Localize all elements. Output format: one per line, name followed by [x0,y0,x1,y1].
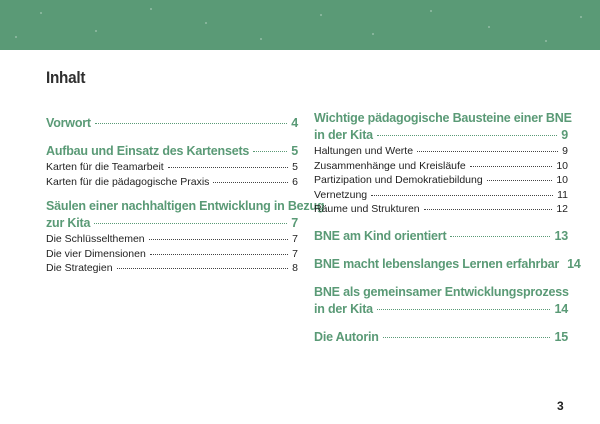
toc-entry-title: Aufbau und Einsatz des Kartensets [46,144,250,158]
toc-subentry-title: Haltungen und Werte [314,145,414,157]
dot-leader [150,253,288,255]
toc-entry-bne-kind[interactable] [314,229,568,246]
header-band [0,0,600,50]
toc-subentry-zusammenhaenge[interactable] [314,160,568,175]
toc-entry-autorin[interactable] [314,330,568,347]
toc-subentry-title: Partizipation und Demokratiebildung [314,174,483,186]
dot-leader [213,181,288,183]
toc-entry-bne-prozess[interactable] [314,285,568,319]
dot-leader [377,308,551,310]
toc-page-number: 12 [556,203,568,215]
dot-leader [450,235,550,237]
toc-entry-bausteine[interactable] [314,111,572,145]
dot-leader [383,336,551,338]
toc-subentry-dimensionen[interactable] [46,248,298,263]
toc-subentry-schluesselthemen[interactable] [46,233,298,248]
toc-page-number: 4 [291,116,298,130]
dot-leader [424,208,553,210]
toc-subentry-title: Die Strategien [46,262,113,274]
dot-leader [371,194,553,196]
toc-entry-bne-lernen[interactable] [314,256,581,274]
toc-page-number: 10 [556,174,568,186]
dot-leader [470,165,553,167]
toc-subentry-raeume[interactable] [314,203,568,218]
dot-leader [149,238,289,240]
toc-subentry-title: Karten für die pädagogische Praxis [46,175,210,188]
dot-leader [95,122,287,124]
toc-entry-title-line2: in der Kita [314,301,373,316]
dot-leader [168,166,288,168]
dot-leader [117,267,289,269]
toc-left-column [46,116,325,277]
toc-subentry-haltungen[interactable] [314,145,568,160]
toc-entry-title-line2: in der Kita [314,128,373,142]
toc-entry-saeulen[interactable] [46,199,325,233]
toc-page-number: 5 [292,161,298,173]
toc-right-column [314,111,581,347]
toc-subentry-vernetzung[interactable] [314,189,568,204]
toc-subentry-title: Zusammenhänge und Kreisläufe [314,159,466,172]
toc-entry-title: BNE macht lebenslanges Lernen erfahrbar [314,256,560,271]
toc-subentry-title: Die Schlüsselthemen [46,233,145,245]
dot-leader [417,150,558,152]
toc-subentry-title: Die vier Dimensionen [46,247,146,260]
toc-page-number: 7 [292,247,298,260]
toc-page-number: 8 [292,262,298,274]
toc-entry-title: Die Autorin [314,329,379,344]
toc-page-number: 14 [554,301,568,316]
toc-subentry-title: Räume und Strukturen [314,203,420,215]
page-title: Inhalt [46,68,86,87]
toc-entry-aufbau[interactable] [46,144,298,161]
page-number: 3 [557,399,564,413]
toc-page-number: 10 [556,159,568,172]
dot-leader [487,179,553,181]
dot-leader [377,134,557,136]
dot-leader [94,222,287,224]
toc-page-number: 14 [567,256,581,271]
toc-subentry-title: Vernetzung [314,188,368,201]
toc-subentry-teamarbeit[interactable] [46,161,298,176]
toc-page-number: 11 [557,188,568,201]
toc-entry-title-line1: BNE als gemeinsamer Entwicklungsprozess [314,284,569,299]
dot-leader [253,150,287,152]
toc-subentry-partizipation[interactable] [314,174,568,189]
toc-entry-title-line2: zur Kita [46,216,91,230]
toc-page-number: 15 [554,329,568,344]
toc-entry-vorwort[interactable] [46,116,298,133]
toc-entry-title: Vorwort [46,116,91,130]
toc-page-number: 9 [562,145,568,157]
toc-entry-title-line1: Wichtige pädagogische Bausteine einer BNE [314,111,572,125]
toc-page-number: 7 [292,233,298,245]
toc-subentry-strategien[interactable] [46,262,298,277]
toc-page-number: 9 [561,128,568,142]
toc-page-number: 6 [292,175,298,188]
toc-subentry-praxis[interactable] [46,176,298,191]
toc-entry-title: BNE am Kind orientiert [314,228,447,243]
toc-subentry-title: Karten für die Teamarbeit [46,161,164,173]
toc-page-number: 5 [291,144,298,158]
toc-entry-title-line1: Säulen einer nachhaltigen Entwicklung in Bezug [46,199,325,213]
toc-page-number: 13 [554,228,568,243]
toc-page-number: 7 [291,216,298,230]
